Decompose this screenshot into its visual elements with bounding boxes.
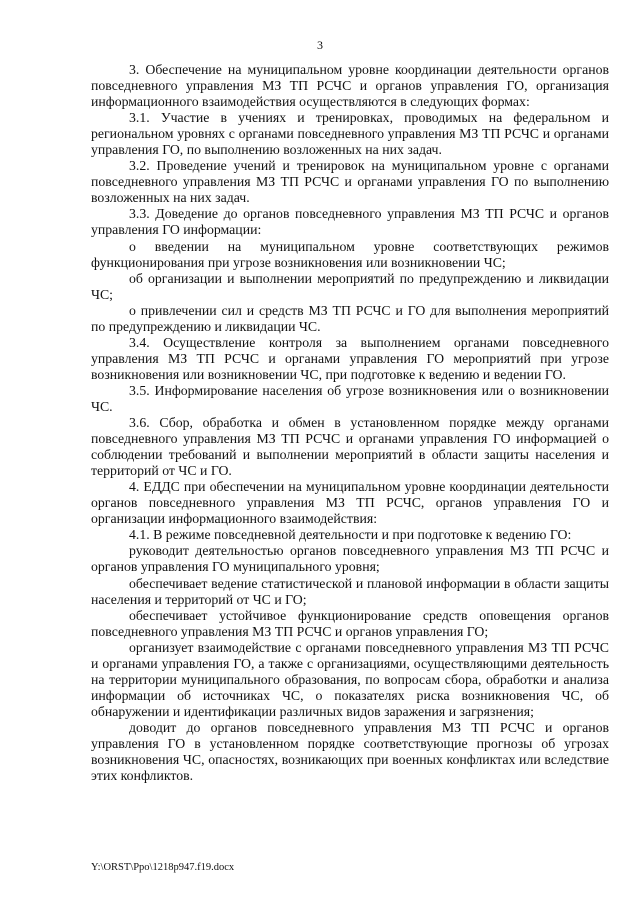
- page-number: 3: [317, 38, 323, 52]
- paragraph-3-3-item-2: об организации и выполнении мероприятий по предупреждению и ликвидации ЧС;: [91, 270, 609, 302]
- paragraph-3-5: 3.5. Информирование населения об угрозе возникновения или о возникновении ЧС.: [91, 382, 609, 414]
- paragraph-3-3: 3.3. Доведение до органов повседневного управления МЗ ТП РСЧС и органов управления ГО информации:: [91, 206, 609, 238]
- paragraph-3-3-item-1: о введении на муниципальном уровне соответствующих режимов функционирования при угрозе возникновения или возникновении ЧС;: [91, 238, 609, 270]
- paragraph-4-1: 4.1. В режиме повседневной деятельности и при подготовке к ведению ГО:: [129, 527, 572, 543]
- paragraph-3-4: 3.4. Осуществление контроля за выполнением органами повседневного управления МЗ ТП РСЧС и органами управления ГО мероприятий при угрозе возникновения или возникновении ЧС, при подготовке к ведению и ведении ГО.: [91, 334, 609, 382]
- paragraph-4-1-item-5: доводит до органов повседневного управления МЗ ТП РСЧС и органов управления ГО в установленном порядке соответствующие прогнозы об угрозах возникновения ЧС, опасностях, возникающих при военных конфликтах или вследствие этих конфликтов.: [91, 719, 609, 784]
- paragraph-3-2: 3.2. Проведение учений и тренировок на муниципальном уровне с органами повседневного управления МЗ ТП РСЧС и органами управления ГО по выполнению возложенных на них задач.: [91, 158, 609, 206]
- paragraph-3-3-item-3: о привлечении сил и средств МЗ ТП РСЧС и ГО для выполнения мероприятий по предупреждению и ликвидации ЧС.: [91, 302, 609, 334]
- paragraph-3: 3. Обеспечение на муниципальном уровне координации деятельности органов повседневного управления МЗ ТП РСЧС и органов управления ГО, организация информационного взаимодействия осуществляются в следующих формах:: [91, 62, 609, 110]
- document-body: [91, 62, 609, 784]
- paragraph-4-1-item-2: обеспечивает ведение статистической и плановой информации в области защиты населения и территорий от ЧС и ГО;: [91, 575, 609, 607]
- paragraph-3-1: 3.1. Участие в учениях и тренировках, проводимых на федеральном и региональном уровнях с органами повседневного управления МЗ ТП РСЧС и органами управления ГО, по выполнению возложенных на них задач.: [91, 110, 609, 158]
- paragraph-4-1-item-3: обеспечивает устойчивое функционирование средств оповещения органов повседневного управления МЗ ТП РСЧС и органов управления ГО;: [91, 607, 609, 639]
- paragraph-3-6: 3.6. Сбор, обработка и обмен в установленном порядке между органами повседневного управления МЗ ТП РСЧС и органами управления ГО информацией о соблюдении требований и выполнении мероприятий в области защиты населения и территорий от ЧС и ГО.: [91, 415, 609, 479]
- file-path-footer: Y:\ORST\Ppo\1218p947.f19.docx: [91, 862, 235, 873]
- paragraph-4: 4. ЕДДС при обеспечении на муниципальном уровне координации деятельности органов повседневного управления МЗ ТП РСЧС, органов управления ГО и организации информационного взаимодействия:: [91, 479, 609, 527]
- paragraph-4-1-item-1: руководит деятельностью органов повседневного управления МЗ ТП РСЧС и органов управления ГО муниципального уровня;: [91, 543, 609, 575]
- paragraph-4-1-item-4: организует взаимодействие с органами повседневного управления МЗ ТП РСЧС и органами управления ГО, а также с организациями, осуществляющими деятельность на территории муниципального образования, по вопросам сбора, обработки и анализа информации об источниках ЧС, о показателях риска возникновения ЧС, об обнаружении и идентификации различных видов заражения и загрязнения;: [91, 639, 609, 719]
